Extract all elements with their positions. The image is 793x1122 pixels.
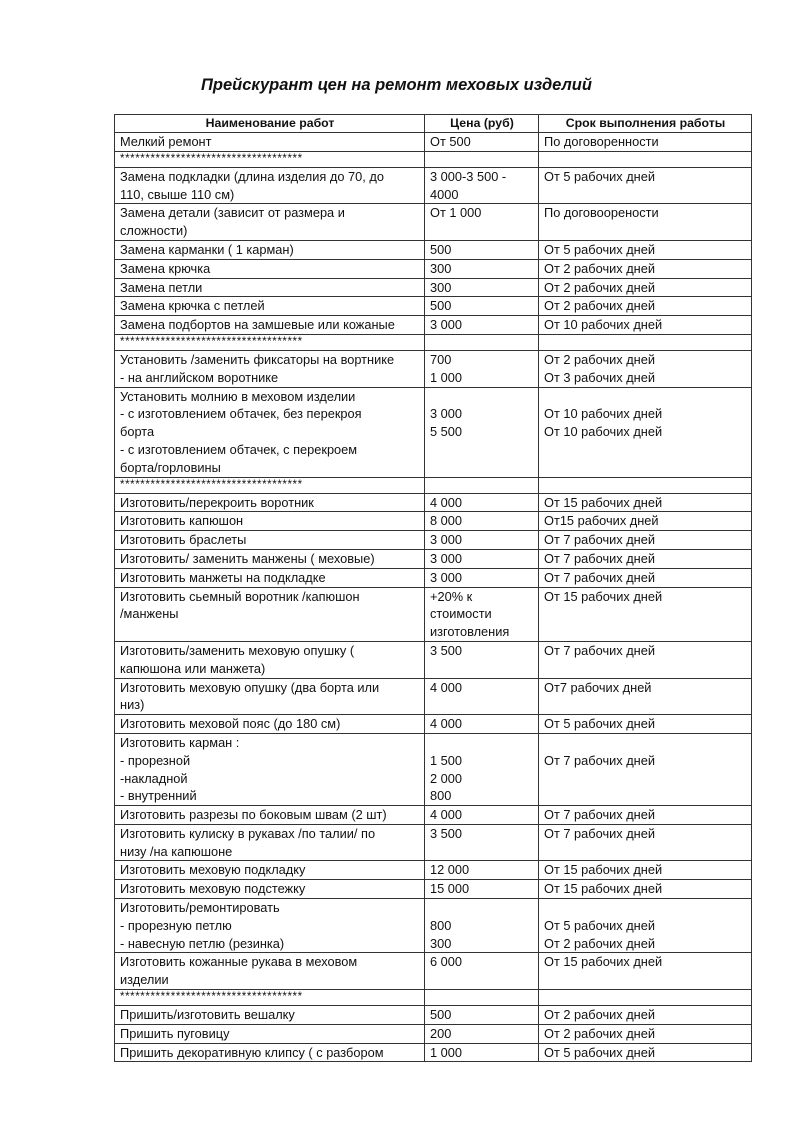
- cell-line: Замена подкладки (длина изделия до 70, до: [120, 168, 384, 184]
- work-name-cell: [115, 549, 425, 568]
- cell-line: [544, 623, 747, 641]
- cell-line: От 2 рабочих дней: [544, 1025, 656, 1041]
- term-cell: [539, 297, 752, 316]
- cell-line: Изготовить меховую подкладку: [120, 862, 306, 878]
- cell-line: 1 000: [430, 369, 463, 385]
- cell-line: [544, 222, 747, 240]
- cell-line: 4 000: [430, 807, 463, 823]
- cell-line: [544, 388, 747, 406]
- cell-line: Пришить пуговицу: [120, 1025, 230, 1041]
- cell-line: От 7 рабочих дней: [544, 532, 656, 548]
- price-cell: [425, 259, 539, 278]
- term-cell: [539, 1006, 752, 1025]
- cell-line: [544, 660, 747, 678]
- cell-line: 8 000: [430, 513, 463, 529]
- price-cell: [425, 861, 539, 880]
- cell-line: 800: [430, 917, 452, 933]
- table-row: [115, 350, 752, 387]
- cell-line: 4 000: [430, 494, 463, 510]
- table-row: [115, 1024, 752, 1043]
- header-work-name: Наименование работ: [115, 115, 425, 133]
- price-cell: [425, 549, 539, 568]
- table-row: [115, 1006, 752, 1025]
- work-name-cell: [115, 880, 425, 899]
- table-row: [115, 806, 752, 825]
- work-name-cell: [115, 824, 425, 861]
- cell-line: - навесную петлю (резинка): [120, 935, 285, 951]
- work-name-cell: [115, 1043, 425, 1062]
- cell-line: [430, 843, 534, 861]
- price-cell: [425, 531, 539, 550]
- cell-line: 12 000: [430, 862, 470, 878]
- table-row: [115, 899, 752, 953]
- table-row: [115, 678, 752, 715]
- term-cell: [539, 953, 752, 990]
- work-name-cell: [115, 733, 425, 805]
- term-cell: [539, 824, 752, 861]
- work-name-cell: [115, 953, 425, 990]
- separator-row: [115, 990, 752, 1006]
- term-cell: [539, 531, 752, 550]
- cell-line: Изготовить разрезы по боковым швам (2 шт): [120, 807, 387, 823]
- work-name-cell: [115, 806, 425, 825]
- cell-line: борта: [120, 424, 155, 440]
- work-name-cell: [115, 316, 425, 335]
- price-cell: [425, 334, 539, 350]
- cell-line: От 10 рабочих дней: [544, 317, 663, 333]
- term-cell: [539, 204, 752, 241]
- work-name-cell: [115, 899, 425, 953]
- price-cell: [425, 641, 539, 678]
- cell-line: - прорезной: [120, 752, 191, 768]
- price-cell: [425, 350, 539, 387]
- cell-line: 3 000: [430, 317, 463, 333]
- term-cell: [539, 334, 752, 350]
- cell-line: [544, 459, 747, 477]
- term-cell: [539, 715, 752, 734]
- cell-line: 500: [430, 1007, 452, 1023]
- cell-line: 3 000: [430, 550, 463, 566]
- table-row: [115, 549, 752, 568]
- cell-line: [430, 734, 534, 752]
- table-row: [115, 387, 752, 477]
- cell-line: низ): [120, 697, 145, 713]
- separator-cell: ************************************: [115, 477, 425, 493]
- cell-line: Изготовить сьемный воротник /капюшон: [120, 588, 360, 604]
- cell-line: 4 000: [430, 716, 463, 732]
- work-name-cell: [115, 297, 425, 316]
- cell-line: От 10 рабочих дней: [544, 406, 663, 422]
- term-cell: [539, 1024, 752, 1043]
- cell-line: 3 500: [430, 642, 463, 658]
- price-cell: [425, 204, 539, 241]
- cell-line: 5 500: [430, 424, 463, 440]
- term-cell: [539, 350, 752, 387]
- table-row: [115, 861, 752, 880]
- cell-line: Замена подбортов на замшевые или кожаные: [120, 317, 395, 333]
- cell-line: От 7 рабочих дней: [544, 569, 656, 585]
- price-cell: [425, 880, 539, 899]
- cell-line: [430, 660, 534, 678]
- cell-line: От 1 000: [430, 205, 482, 221]
- price-cell: [425, 316, 539, 335]
- term-cell: [539, 587, 752, 641]
- cell-line: [544, 787, 747, 805]
- work-name-cell: [115, 167, 425, 204]
- cell-line: Замена карманки ( 1 карман): [120, 241, 294, 257]
- table-row: [115, 316, 752, 335]
- term-cell: [539, 316, 752, 335]
- cell-line: От 5 рабочих дней: [544, 917, 656, 933]
- price-cell: [425, 899, 539, 953]
- cell-line: 15 000: [430, 881, 470, 897]
- cell-line: [544, 441, 747, 459]
- cell-line: +20% к: [430, 588, 473, 604]
- cell-line: От 15 рабочих дней: [544, 862, 663, 878]
- table-row: [115, 715, 752, 734]
- cell-line: [544, 696, 747, 714]
- term-cell: [539, 512, 752, 531]
- cell-line: [430, 459, 534, 477]
- term-cell: [539, 240, 752, 259]
- cell-line: По договоренности: [544, 134, 659, 149]
- cell-line: Изготовить карман :: [120, 734, 240, 750]
- price-cell: [425, 278, 539, 297]
- cell-line: От 2 рабочих дней: [544, 260, 656, 276]
- cell-line: [430, 441, 534, 459]
- cell-line: От 5 рабочих дней: [544, 168, 656, 184]
- price-cell: [425, 1024, 539, 1043]
- term-cell: [539, 861, 752, 880]
- cell-line: От 2 рабочих дней: [544, 351, 656, 367]
- work-name-cell: [115, 278, 425, 297]
- work-name-cell: [115, 204, 425, 241]
- work-name-cell: [115, 1024, 425, 1043]
- cell-line: От 10 рабочих дней: [544, 424, 663, 440]
- cell-line: 200: [430, 1025, 452, 1041]
- cell-line: борта/горловины: [120, 459, 221, 475]
- cell-line: От 2 рабочих дней: [544, 279, 656, 295]
- cell-line: Изготовить манжеты на подкладке: [120, 569, 326, 585]
- cell-line: Мелкий ремонт: [120, 134, 212, 149]
- term-cell: [539, 549, 752, 568]
- work-name-cell: [115, 493, 425, 512]
- price-cell: [425, 568, 539, 587]
- table-row: [115, 133, 752, 152]
- cell-line: Изготовить кожанные рукава в меховом: [120, 954, 358, 970]
- cell-line: От7 рабочих дней: [544, 679, 652, 695]
- term-cell: [539, 990, 752, 1006]
- cell-line: От 15 рабочих дней: [544, 881, 663, 897]
- cell-line: Пришить/изготовить вешалку: [120, 1007, 295, 1023]
- cell-line: [430, 696, 534, 714]
- price-cell: [425, 824, 539, 861]
- term-cell: [539, 133, 752, 152]
- cell-line: -накладной: [120, 770, 188, 786]
- term-cell: [539, 167, 752, 204]
- work-name-cell: [115, 531, 425, 550]
- work-name-cell: [115, 1006, 425, 1025]
- cell-line: 3 000: [430, 532, 463, 548]
- cell-line: Замена крючка с петлей: [120, 298, 265, 314]
- separator-cell: ************************************: [115, 151, 425, 167]
- work-name-cell: [115, 568, 425, 587]
- table-row: [115, 568, 752, 587]
- separator-row: [115, 151, 752, 167]
- cell-line: От 7 рабочих дней: [544, 825, 656, 841]
- cell-line: От 15 рабочих дней: [544, 954, 663, 970]
- term-cell: [539, 493, 752, 512]
- cell-line: изделии: [120, 972, 169, 988]
- cell-line: изготовления: [430, 624, 510, 640]
- table-row: [115, 204, 752, 241]
- work-name-cell: [115, 387, 425, 477]
- cell-line: /манжены: [120, 606, 179, 622]
- cell-line: От 7 рабочих дней: [544, 550, 656, 566]
- cell-line: От 15 рабочих дней: [544, 494, 663, 510]
- price-cell: [425, 240, 539, 259]
- cell-line: Изготовить меховую подстежку: [120, 881, 306, 897]
- term-cell: [539, 806, 752, 825]
- cell-line: Изготовить браслеты: [120, 532, 247, 548]
- price-cell: [425, 493, 539, 512]
- cell-line: 3 000: [430, 569, 463, 585]
- cell-line: Замена детали (зависит от размера и: [120, 205, 345, 221]
- cell-line: 300: [430, 279, 452, 295]
- cell-line: [544, 734, 747, 752]
- term-cell: [539, 151, 752, 167]
- cell-line: Изготовить/ремонтировать: [120, 900, 280, 916]
- cell-line: 700: [430, 351, 452, 367]
- table-row: [115, 824, 752, 861]
- table-row: [115, 587, 752, 641]
- cell-line: От 7 рабочих дней: [544, 642, 656, 658]
- term-cell: [539, 880, 752, 899]
- price-table: [114, 114, 752, 1062]
- price-cell: [425, 297, 539, 316]
- work-name-cell: [115, 678, 425, 715]
- work-name-cell: [115, 715, 425, 734]
- cell-line: 4 000: [430, 679, 463, 695]
- separator-cell: ************************************: [115, 990, 425, 1006]
- price-cell: [425, 1006, 539, 1025]
- cell-line: От 2 рабочих дней: [544, 298, 656, 314]
- cell-line: сложности): [120, 223, 188, 239]
- price-cell: [425, 990, 539, 1006]
- cell-line: Изготовить меховую опушку (два борта или: [120, 679, 380, 695]
- cell-line: От 3 рабочих дней: [544, 369, 656, 385]
- cell-line: Замена петли: [120, 279, 203, 295]
- separator-row: [115, 334, 752, 350]
- work-name-cell: [115, 512, 425, 531]
- term-cell: [539, 477, 752, 493]
- price-cell: [425, 587, 539, 641]
- cell-line: От 2 рабочих дней: [544, 935, 656, 951]
- table-row: [115, 297, 752, 316]
- cell-line: 800: [430, 788, 452, 804]
- cell-line: [430, 222, 534, 240]
- cell-line: [430, 388, 534, 406]
- cell-line: Изготовить/ заменить манжены ( меховые): [120, 550, 375, 566]
- cell-line: [430, 899, 534, 917]
- price-cell: [425, 678, 539, 715]
- term-cell: [539, 678, 752, 715]
- cell-line: Изготовить кулиску в рукавах /по талии/ по: [120, 825, 376, 841]
- term-cell: [539, 278, 752, 297]
- separator-cell: ************************************: [115, 334, 425, 350]
- cell-line: 110, свыше 110 см): [120, 186, 235, 202]
- cell-line: По договоорености: [544, 205, 659, 221]
- cell-line: [544, 899, 747, 917]
- price-cell: [425, 387, 539, 477]
- cell-line: 3 000-3 500 -: [430, 168, 507, 184]
- price-cell: [425, 953, 539, 990]
- term-cell: [539, 568, 752, 587]
- work-name-cell: [115, 641, 425, 678]
- cell-line: 300: [430, 260, 452, 276]
- cell-line: Замена крючка: [120, 260, 211, 276]
- cell-line: стоимости: [430, 606, 492, 622]
- table-row: [115, 240, 752, 259]
- cell-line: От 2 рабочих дней: [544, 1007, 656, 1023]
- price-table-body: [115, 133, 752, 1062]
- cell-line: От 5 рабочих дней: [544, 716, 656, 732]
- price-cell: [425, 715, 539, 734]
- cell-line: Установить /заменить фиксаторы на вортнике: [120, 351, 395, 367]
- table-row: [115, 641, 752, 678]
- cell-line: [544, 843, 747, 861]
- cell-line: От 5 рабочих дней: [544, 1044, 656, 1060]
- cell-line: - на английском воротнике: [120, 369, 279, 385]
- cell-line: [544, 971, 747, 989]
- table-row: [115, 259, 752, 278]
- cell-line: капюшона или манжета): [120, 660, 266, 676]
- work-name-cell: [115, 240, 425, 259]
- price-cell: [425, 151, 539, 167]
- table-row: [115, 512, 752, 531]
- cell-line: - с изготовлением обтачек, без перекроя: [120, 406, 362, 422]
- table-row: [115, 953, 752, 990]
- cell-line: [120, 623, 420, 641]
- cell-line: От 500: [430, 134, 471, 149]
- cell-line: От 7 рабочих дней: [544, 807, 656, 823]
- cell-line: 1 000: [430, 1044, 463, 1060]
- table-row: [115, 531, 752, 550]
- cell-line: От 7 рабочих дней: [544, 752, 656, 768]
- cell-line: 4000: [430, 186, 459, 202]
- price-cell: [425, 1043, 539, 1062]
- table-row: [115, 167, 752, 204]
- cell-line: От15 рабочих дней: [544, 513, 659, 529]
- work-name-cell: [115, 587, 425, 641]
- price-cell: [425, 133, 539, 152]
- term-cell: [539, 899, 752, 953]
- header-price: Цена (руб): [425, 115, 539, 133]
- cell-line: Изготовить капюшон: [120, 513, 244, 529]
- price-cell: [425, 512, 539, 531]
- header-term: Срок выполнения работы: [539, 115, 752, 133]
- cell-line: 6 000: [430, 954, 463, 970]
- cell-line: 300: [430, 935, 452, 951]
- page-title: Прейскурант цен на ремонт меховых изделий: [201, 76, 592, 94]
- cell-line: Пришить декоративную клипсу ( с разбором: [120, 1044, 384, 1060]
- cell-line: 1 500: [430, 752, 463, 768]
- cell-line: От 5 рабочих дней: [544, 241, 656, 257]
- cell-line: Изготовить меховой пояс (до 180 см): [120, 716, 341, 732]
- term-cell: [539, 387, 752, 477]
- cell-line: - внутренний: [120, 788, 197, 804]
- cell-line: [544, 770, 747, 788]
- cell-line: От 15 рабочих дней: [544, 588, 663, 604]
- term-cell: [539, 259, 752, 278]
- cell-line: низу /на капюшоне: [120, 843, 233, 859]
- price-cell: [425, 477, 539, 493]
- price-cell: [425, 167, 539, 204]
- cell-line: 2 000: [430, 770, 463, 786]
- table-row: [115, 278, 752, 297]
- separator-row: [115, 477, 752, 493]
- cell-line: [430, 971, 534, 989]
- table-row: [115, 733, 752, 805]
- cell-line: Установить молнию в меховом изделии: [120, 388, 356, 404]
- cell-line: 500: [430, 241, 452, 257]
- cell-line: Изготовить/перекроить воротник: [120, 494, 314, 510]
- cell-line: 500: [430, 298, 452, 314]
- cell-line: Изготовить/заменить меховую опушку (: [120, 642, 355, 658]
- table-row: [115, 493, 752, 512]
- price-cell: [425, 806, 539, 825]
- term-cell: [539, 641, 752, 678]
- table-row: [115, 1043, 752, 1062]
- term-cell: [539, 1043, 752, 1062]
- cell-line: [544, 605, 747, 623]
- price-cell: [425, 733, 539, 805]
- table-row: [115, 880, 752, 899]
- work-name-cell: [115, 350, 425, 387]
- work-name-cell: [115, 259, 425, 278]
- cell-line: - прорезную петлю: [120, 917, 232, 933]
- term-cell: [539, 733, 752, 805]
- cell-line: 3 000: [430, 406, 463, 422]
- work-name-cell: [115, 133, 425, 152]
- work-name-cell: [115, 861, 425, 880]
- header-row: [115, 115, 752, 133]
- cell-line: - с изготовлением обтачек, с перекроем: [120, 441, 358, 457]
- cell-line: 3 500: [430, 825, 463, 841]
- cell-line: [544, 186, 747, 204]
